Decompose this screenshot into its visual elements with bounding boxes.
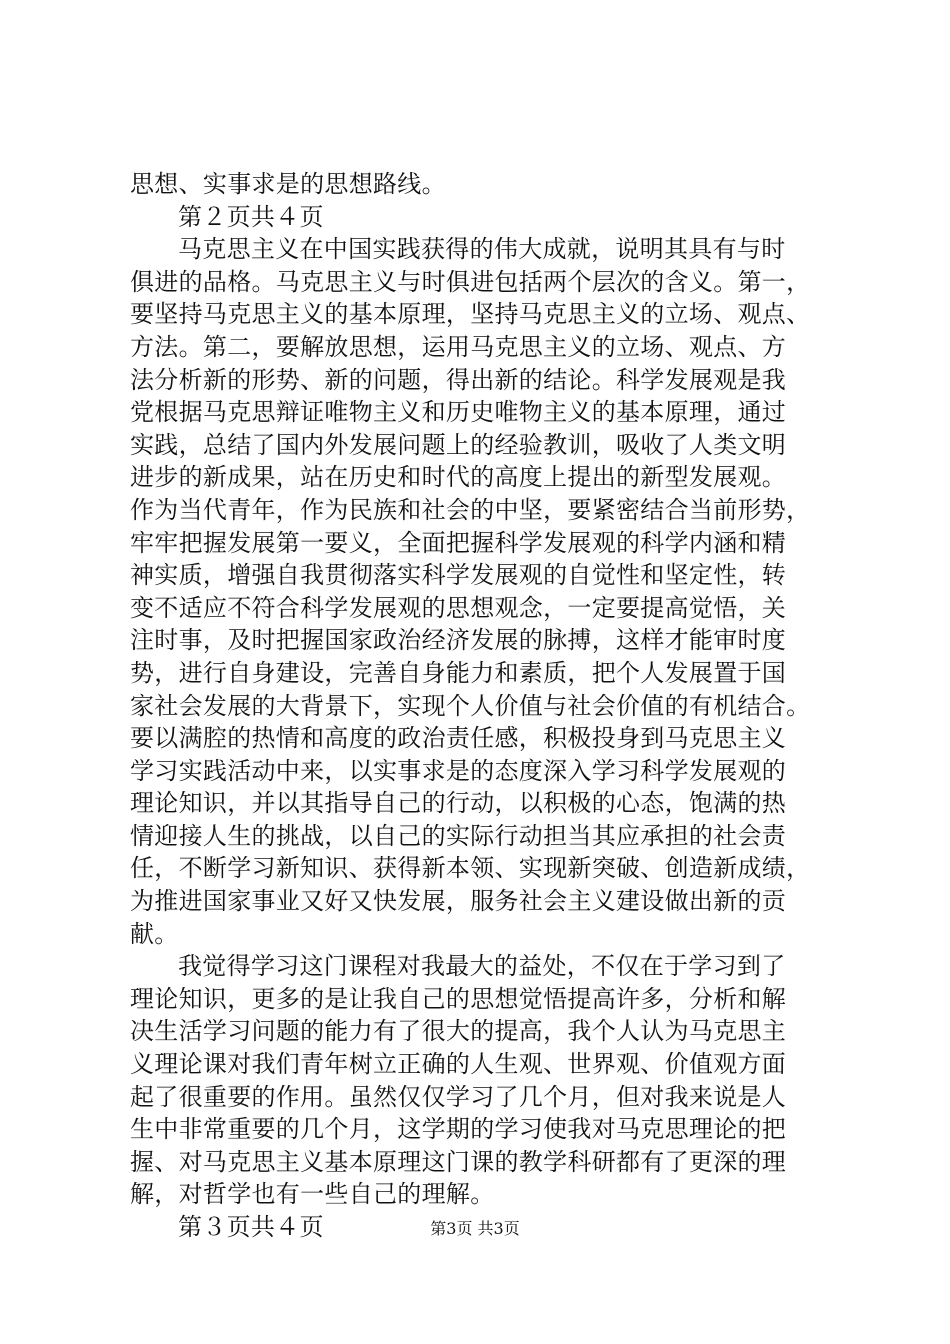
text-line: 我觉得学习这门课程对我最大的益处，不仅在于学习到了 (178, 952, 786, 981)
text-line: 变不适应不符合科学发展观的思想观念，一定要提高觉悟，关 (130, 593, 787, 622)
text-line: 解，对哲学也有一些自己的理解。 (130, 1180, 495, 1209)
text-line: 俱进的品格。马克思主义与时俱进包括两个层次的含义。第一， (130, 267, 811, 296)
text-line: 作为当代青年，作为民族和社会的中坚，要紧密结合当前形势， (130, 495, 811, 524)
text-line: 要坚持马克思主义的基本原理，坚持马克思主义的立场、观点、 (130, 300, 811, 329)
text-line: 生中非常重要的几个月，这学期的学习使我对马克思理论的把 (130, 1115, 787, 1144)
text-line: 第２页共４页 (178, 202, 324, 231)
text-line: 思想、实事求是的思想路线。 (130, 170, 446, 198)
text-line: 马克思主义在中国实践获得的伟大成就，说明其具有与时 (178, 235, 786, 264)
text-line: 决生活学习问题的能力有了很大的提高，我个人认为马克思主 (130, 1017, 787, 1046)
text-line: 献。 (130, 919, 179, 948)
text-line: 牢牢把握发展第一要义，全面把握科学发展观的科学内涵和精 (130, 528, 787, 557)
text-line: 义理论课对我们青年树立正确的人生观、世界观、价值观方面 (130, 1050, 787, 1079)
text-line: 势，进行自身建设，完善自身能力和素质，把个人发展置于国 (130, 658, 787, 687)
text-line: 理论知识，更多的是让我自己的思想觉悟提高许多，分析和解 (130, 984, 787, 1013)
text-line: 党根据马克思辩证唯物主义和历史唯物主义的基本原理，通过 (130, 398, 787, 427)
text-line: 进步的新成果，站在历史和时代的高度上提出的新型发展观。 (130, 463, 787, 492)
text-line: 起了很重要的作用。虽然仅仅学习了几个月，但对我来说是人 (130, 1082, 787, 1111)
text-line: 情迎接人生的挑战，以自己的实际行动担当其应承担的社会责 (130, 821, 787, 850)
text-line: 家社会发展的大背景下，实现个人价值与社会价值的有机结合。 (130, 691, 811, 720)
text-line: 要以满腔的热情和高度的政治责任感，积极投身到马克思主义 (130, 724, 787, 753)
text-line: 为推进国家事业又好又快发展，服务社会主义建设做出新的贡 (130, 887, 787, 916)
page-footer: 第3页 共3页 (430, 1219, 520, 1238)
text-line: 神实质，增强自我贯彻落实科学发展观的自觉性和坚定性，转 (130, 561, 787, 590)
text-line: 学习实践活动中来，以实事求是的态度深入学习科学发展观的 (130, 756, 787, 785)
text-line: 理论知识，并以其指导自己的行动，以积极的心态，饱满的热 (130, 789, 787, 818)
text-line: 握、对马克思主义基本原理这门课的教学科研都有了更深的理 (130, 1147, 787, 1176)
text-line: 任，不断学习新知识、获得新本领、实现新突破、创造新成绩， (130, 854, 811, 883)
document-body (130, 168, 850, 1244)
text-line: 法分析新的形势、新的问题，得出新的结论。科学发展观是我 (130, 365, 787, 394)
text-line: 第３页共４页 (178, 1213, 324, 1241)
text-line: 实践，总结了国内外发展问题上的经验教训，吸收了人类文明 (130, 430, 787, 459)
text-line: 方法。第二，要解放思想，运用马克思主义的立场、观点、方 (130, 332, 787, 361)
text-line: 注时事，及时把握国家政治经济发展的脉搏，这样才能审时度 (130, 626, 787, 655)
